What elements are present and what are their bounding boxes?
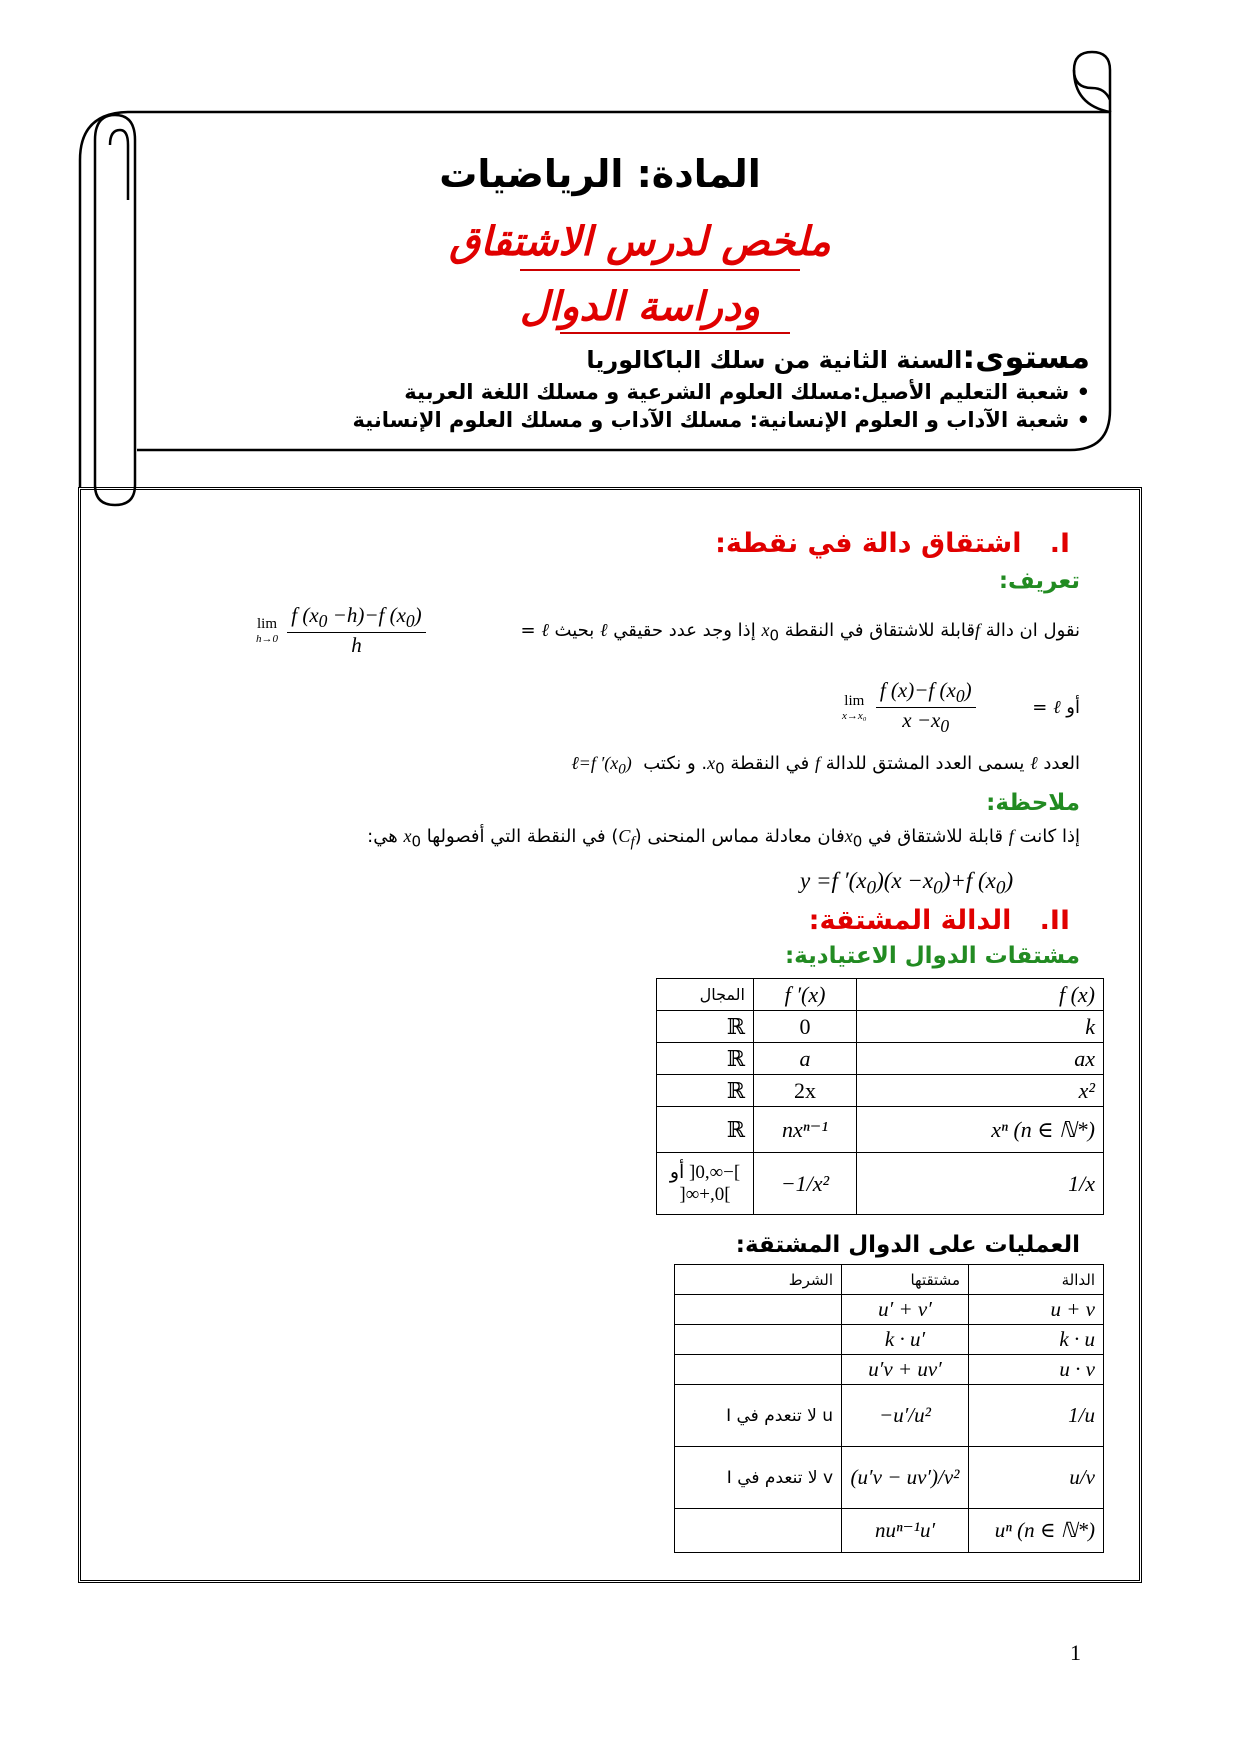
cell: (u′v − uv′)/v² xyxy=(842,1447,969,1509)
table-row xyxy=(657,1107,1104,1153)
table-row xyxy=(657,979,1104,1011)
cell: ]−∞,0[ أو ]0,+∞[ xyxy=(657,1153,754,1215)
cell: ℝ xyxy=(657,1075,754,1107)
note-heading: ملاحظة: xyxy=(986,790,1080,816)
subject-heading: المادة: الرياضيات xyxy=(439,152,761,196)
cell: u′v + uv′ xyxy=(842,1355,969,1385)
table-row xyxy=(657,1043,1104,1075)
cell: u′ + v′ xyxy=(842,1295,969,1325)
table-row xyxy=(657,1011,1104,1043)
cell: ℝ xyxy=(657,1107,754,1153)
cell: k xyxy=(857,1011,1104,1043)
table-row xyxy=(675,1265,1104,1295)
cell: u لا تنعدم في I xyxy=(675,1385,842,1447)
section-1-title: اشتقاق دالة في نقطة: xyxy=(715,528,1022,559)
cell: uⁿ (n ∈ ℕ*) xyxy=(969,1509,1104,1553)
header-domain: المجال xyxy=(657,979,754,1011)
usual-derivatives-heading: مشتقات الدوال الاعتيادية: xyxy=(784,943,1080,969)
usual-derivatives-table xyxy=(656,978,1104,1215)
cell: ax xyxy=(857,1043,1104,1075)
branch-item-1: • شعبة التعليم الأصيل:مسلك العلوم الشرعية و مسلك اللغة العربية xyxy=(404,380,1090,404)
table-row xyxy=(675,1385,1104,1447)
cell: k · u xyxy=(969,1325,1104,1355)
branch-text-2: شعبة الآداب و العلوم الإنسانية: مسلك الآداب و مسلك العلوم الإنسانية xyxy=(352,408,1070,432)
or-text: أو ℓ = xyxy=(1032,697,1080,718)
operations-heading: العمليات على الدوال المشتقة: xyxy=(735,1232,1080,1258)
header-condition: الشرط xyxy=(675,1265,842,1295)
cell: ℝ xyxy=(657,1011,754,1043)
limit-formula-x: lim x→x₀ $\frac{f (x)-f (x_0)}{x -x_0}$ xyxy=(838,678,976,737)
cell: −1/x² xyxy=(754,1153,857,1215)
tangent-equation: y =f $'(x_0)(x -x_0)+f$ $(x_0)$ xyxy=(800,868,1014,899)
cell: nuⁿ⁻¹u′ xyxy=(842,1509,969,1553)
page-number: 1 xyxy=(1070,1640,1081,1665)
header-derivative: مشتقتها xyxy=(842,1265,969,1295)
title-underline-2 xyxy=(560,332,790,334)
table-row xyxy=(675,1295,1104,1325)
cell: ℝ xyxy=(657,1043,754,1075)
cell: v لا تنعدم في I xyxy=(675,1447,842,1509)
level-line xyxy=(586,338,1090,376)
header-function: f (x) xyxy=(857,979,1104,1011)
cell: 0 xyxy=(754,1011,857,1043)
cell: u + v xyxy=(969,1295,1104,1325)
section-2-number: II. xyxy=(1039,905,1070,936)
cell: xⁿ (n ∈ ℕ*) xyxy=(857,1107,1104,1153)
cell: u · v xyxy=(969,1355,1104,1385)
lesson-title-line1: ملخص لدرس الاشتقاق xyxy=(449,218,831,265)
lesson-title-line2: ودراسة الدوال xyxy=(519,283,761,330)
section-2-title: الدالة المشتقة: xyxy=(808,905,1012,936)
limit-formula-h: lim h→0 $\frac{f (x_0 -h)-f (x_0)}{h}$ xyxy=(252,603,426,658)
cell xyxy=(675,1295,842,1325)
operations-table xyxy=(674,1264,1104,1553)
level-value: السنة الثانية من سلك الباكالوريا xyxy=(586,346,963,374)
cell xyxy=(675,1509,842,1553)
table-row xyxy=(675,1325,1104,1355)
cell: a xyxy=(754,1043,857,1075)
derivative-number-text: العدد ℓ يسمى العدد المشتق للدالة f في النقطة $x_0$. و نكتب ℓ=f $'(x_0)$ xyxy=(571,753,1080,778)
branch-text-1: شعبة التعليم الأصيل:مسلك العلوم الشرعية و مسلك اللغة العربية xyxy=(404,380,1070,404)
cell: 1/u xyxy=(969,1385,1104,1447)
cell xyxy=(675,1325,842,1355)
cell: k · u′ xyxy=(842,1325,969,1355)
level-label: مستوى: xyxy=(962,338,1090,376)
cell: nxⁿ⁻¹ xyxy=(754,1107,857,1153)
cell: 2x xyxy=(754,1075,857,1107)
cell: −u′/u² xyxy=(842,1385,969,1447)
cell: 1/x xyxy=(857,1153,1104,1215)
section-2-heading xyxy=(809,905,1070,936)
title-underline-1 xyxy=(520,269,800,271)
header-function: الدالة xyxy=(969,1265,1104,1295)
note-text: إذا كانت f قابلة للاشتقاق في $x_0فان$ معادلة مماس المنحنى $(C_f)$ في النقطة التي أفصولها $x_0$ هي: xyxy=(367,826,1080,851)
branch-item-2: • شعبة الآداب و العلوم الإنسانية: مسلك الآداب و مسلك العلوم الإنسانية xyxy=(352,408,1090,432)
definition-text: نقول ان دالة fقابلة للاشتقاق في النقطة $x_0$ إذا وجد عدد حقيقي ℓ بحيث ℓ = xyxy=(520,620,1080,645)
cell xyxy=(675,1355,842,1385)
table-row xyxy=(675,1509,1104,1553)
section-1-number: I. xyxy=(1049,528,1070,559)
table-row xyxy=(675,1447,1104,1509)
section-1-heading xyxy=(715,528,1070,559)
cell: u/v xyxy=(969,1447,1104,1509)
table-row xyxy=(657,1153,1104,1215)
table-row xyxy=(657,1075,1104,1107)
definition-heading: تعريف: xyxy=(998,568,1080,594)
header-derivative: f ′(x) xyxy=(754,979,857,1011)
cell: x² xyxy=(857,1075,1104,1107)
table-row xyxy=(675,1355,1104,1385)
